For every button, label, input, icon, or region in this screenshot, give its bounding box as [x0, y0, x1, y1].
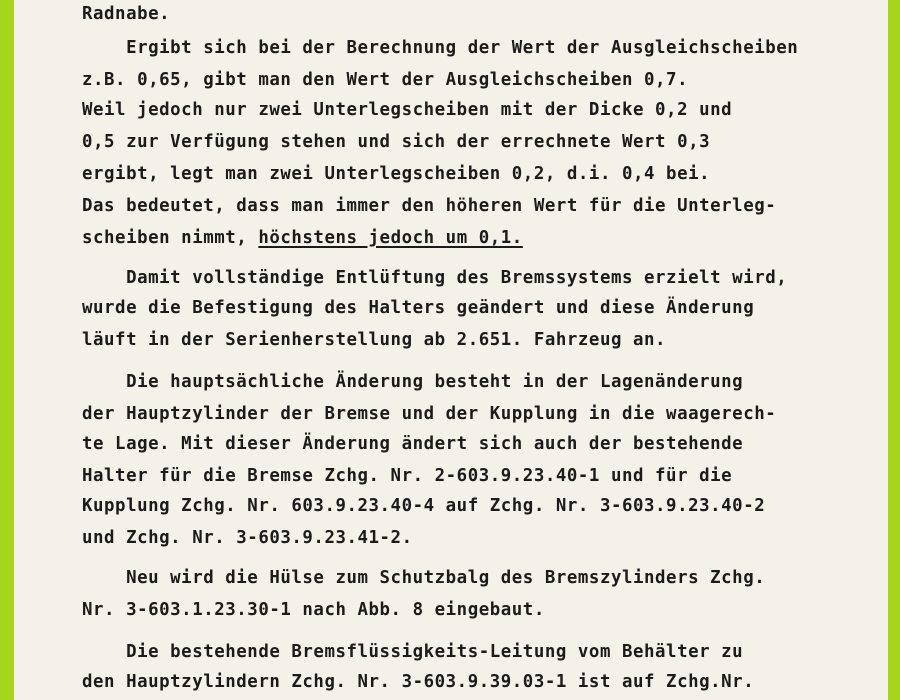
text-line: 0,5 zur Verfügung stehen und sich der errechnete Wert 0,3 [82, 132, 711, 152]
text-line [82, 228, 523, 248]
text-line: den Hauptzylindern Zchg. Nr. 3-603.9.39.03-1 ist auf Zchg.Nr. [82, 672, 755, 692]
text-span: scheiben nimmt, [82, 228, 259, 248]
text-line: Radnabe. [82, 4, 171, 24]
text-line: z.B. 0,65, gibt man den Wert der Ausgleichscheiben 0,7. [82, 70, 689, 90]
text-line: Halter für die Bremse Zchg. Nr. 2-603.9.23.40-1 und für die [82, 466, 733, 486]
text-line: läuft in der Serienherstellung ab 2.651. Fahrzeug an. [82, 330, 667, 350]
text-line: Nr. 3-603.1.23.30-1 nach Abb. 8 eingebaut. [82, 600, 545, 620]
text-line: Die bestehende Bremsflüssigkeits-Leitung vom Behälter zu [82, 642, 744, 662]
text-line: der Hauptzylinder der Bremse und der Kupplung in die waagerech- [82, 404, 777, 424]
text-line: ergibt, legt man zwei Unterlegscheiben 0,2, d.i. 0,4 bei. [82, 164, 711, 184]
document-page [14, 0, 888, 700]
text-line: und Zchg. Nr. 3-603.9.23.41-2. [82, 528, 413, 548]
text-line: Weil jedoch nur zwei Unterlegscheiben mit der Dicke 0,2 und [82, 100, 733, 120]
text-line: Ergibt sich bei der Berechnung der Wert der Ausgleichscheiben [82, 38, 799, 58]
text-line: Das bedeutet, dass man immer den höheren Wert für die Unterleg- [82, 196, 777, 216]
text-line: te Lage. Mit dieser Änderung ändert sich auch der bestehende [82, 434, 744, 454]
underlined-emphasis: höchstens jedoch um 0,1. [258, 228, 523, 248]
text-line: Damit vollständige Entlüftung des Bremssystems erzielt wird, [82, 268, 788, 288]
text-line: Neu wird die Hülse zum Schutzbalg des Bremszylinders Zchg. [82, 568, 766, 588]
text-line: Die hauptsächliche Änderung besteht in der Lagenänderung [82, 372, 744, 392]
text-line: Kupplung Zchg. Nr. 603.9.23.40-4 auf Zchg. Nr. 3-603.9.23.40-2 [82, 496, 766, 516]
text-line: wurde die Befestigung des Halters geändert und diese Änderung [82, 298, 755, 318]
